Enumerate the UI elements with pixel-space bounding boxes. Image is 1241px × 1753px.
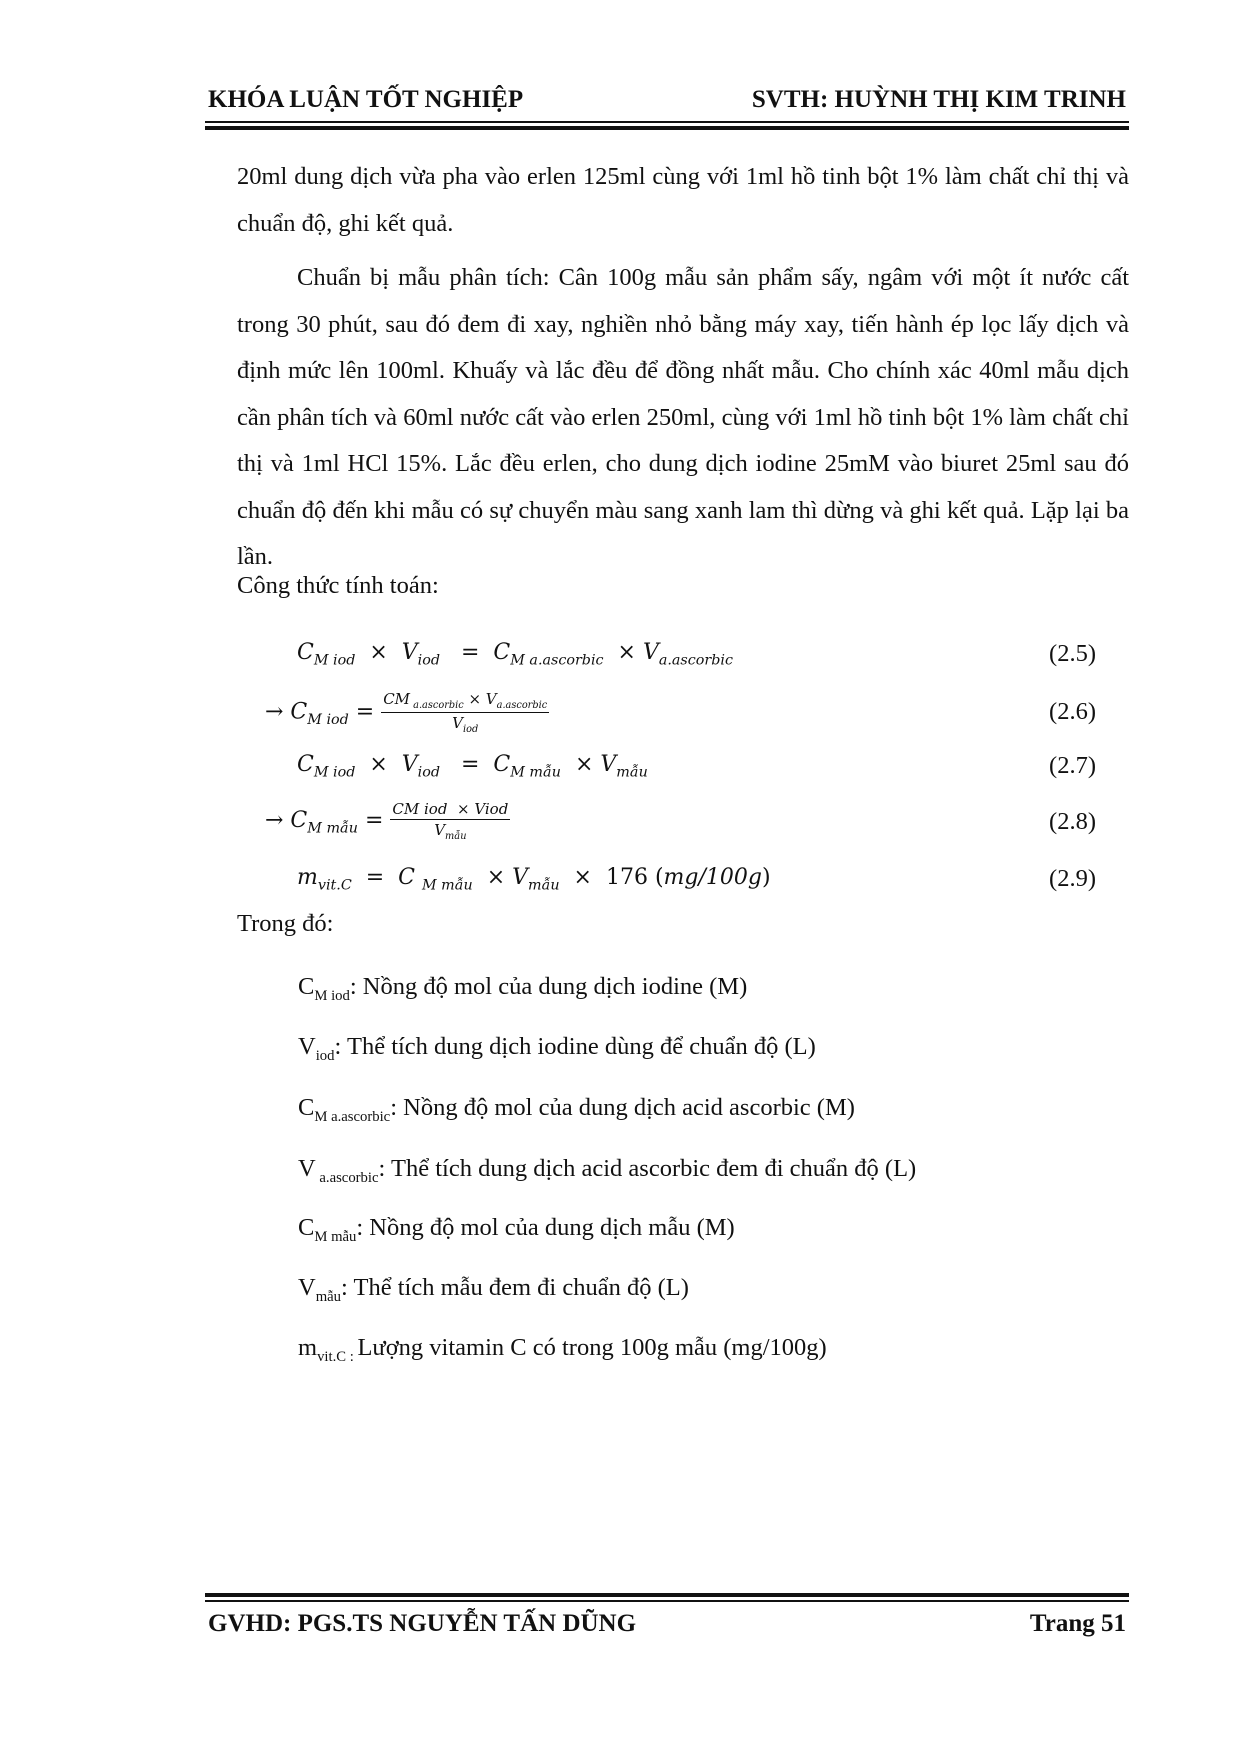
formula-heading: Công thức tính toán:	[237, 572, 439, 599]
paragraph-1: 20ml dung dịch vừa pha vào erlen 125ml cùng với 1ml hồ tinh bột 1% làm chất chỉ thị và chuẩn độ, ghi kết quả.	[237, 163, 1129, 237]
footer-rule-thin	[205, 1600, 1129, 1602]
equation-2-6-number: (2.6)	[1049, 698, 1096, 725]
equation-2-8	[237, 800, 1129, 850]
definition-c-m-mau: $C_{M mẫu}$: Nồng độ mol của dung dịch mẫu (M)	[298, 1214, 735, 1245]
header-rule-thick	[205, 126, 1129, 130]
page-number: Trang 51	[1029, 1610, 1126, 1637]
equation-2-8-fraction: $\frac{\text{CM iod × Viod}}{V_{mẫu}}$	[392, 800, 509, 842]
equation-2-5-body: $C_{M iod} \times V_{iod} = C_{M a.ascorbic} \times V_{a.ascorbic}$	[297, 640, 733, 669]
equation-2-8-body: → $C_{M mẫu}$ = $\frac{\text{CM iod × Viod}}{V_{mẫu}}$	[265, 800, 509, 842]
equation-2-6-fraction: $\frac{CM _{a.ascorbic} \times V_{a.ascorbic}}{V_{iod}}$	[383, 690, 548, 735]
definition-v-ascorbic: V $_{a.ascorbic}$: Thể tích dung dịch acid ascorbic đem đi chuẩn độ (L)	[298, 1155, 917, 1186]
definition-v-iod: $V_{iod}$: Thể tích dung dịch iodine dùng để chuẩn độ (L)	[298, 1033, 816, 1064]
equation-2-8-number: (2.8)	[1049, 808, 1096, 835]
header-student-name: SVTH: HUỲNH THỊ KIM TRINH	[751, 86, 1126, 113]
equation-2-9-body: $m_{vit.C} = C$ $_{M mẫu} \times V_{mẫu} \times 176$ (mg/100g)	[297, 865, 771, 894]
where-heading: Trong đó:	[237, 910, 334, 937]
equation-2-5	[237, 640, 1129, 680]
definition-c-m-ascorbic: $C_{M a.ascorbic}$: Nồng độ mol của dung dịch acid ascorbic (M)	[298, 1094, 855, 1125]
equation-2-7-number: (2.7)	[1049, 752, 1096, 779]
definition-c-m-iod: $C_{M iod}$: Nồng độ mol của dung dịch iodine (M)	[298, 973, 748, 1004]
equation-2-6	[237, 690, 1129, 740]
equation-2-9	[237, 865, 1129, 905]
footer-rule-thick	[205, 1593, 1129, 1597]
definition-v-mau: $V_{mẫu}$: Thể tích mẫu đem đi chuẩn độ (L)	[298, 1274, 689, 1305]
paragraph-2: Chuẩn bị mẫu phân tích: Cân 100g mẫu sản phẩm sấy, ngâm với một ít nước cất trong 30 phút, sau đó đem đi xay, nghiền nhỏ bằng máy xay, tiến hành ép lọc lấy dịch và định mức lên 100ml. Khuấy và lắc đều để đồng nhất mẫu. Cho chính xác 40ml mẫu dịch cần phân tích và 60ml nước cất vào erlen 250ml, cùng với 1ml hồ tinh bột 1% làm chất chỉ thị và 1ml HCl 15%. Lắc đều erlen, cho dung dịch iodine 25mM vào biuret 25ml sau đó chuẩn độ đến khi mẫu có sự chuyển màu sang xanh lam thì dừng và ghi kết quả. Lặp lại ba lần.	[237, 264, 1129, 570]
equation-2-6-body: → $C_{M iod}$ = $\frac{CM _{a.ascorbic} \times V_{a.ascorbic}}{V_{iod}}$	[265, 690, 548, 735]
header-thesis-label: KHÓA LUẬN TỐT NGHIỆP	[208, 86, 524, 113]
footer-advisor: GVHD: PGS.TS NGUYỄN TẤN DŨNG	[208, 1610, 637, 1637]
equation-2-7	[237, 752, 1129, 792]
equation-2-5-number: (2.5)	[1049, 640, 1096, 667]
equation-2-7-body: $C_{M iod} \times V_{iod} = C_{M mẫu} \times V_{mẫu}$	[297, 752, 648, 781]
header-rule-thin	[205, 121, 1129, 123]
equation-2-9-number: (2.9)	[1049, 865, 1096, 892]
definition-m-vit-c: $m_{vit.C :}$ Lượng vitamin C có trong 100g mẫu (mg/100g)	[298, 1334, 827, 1365]
